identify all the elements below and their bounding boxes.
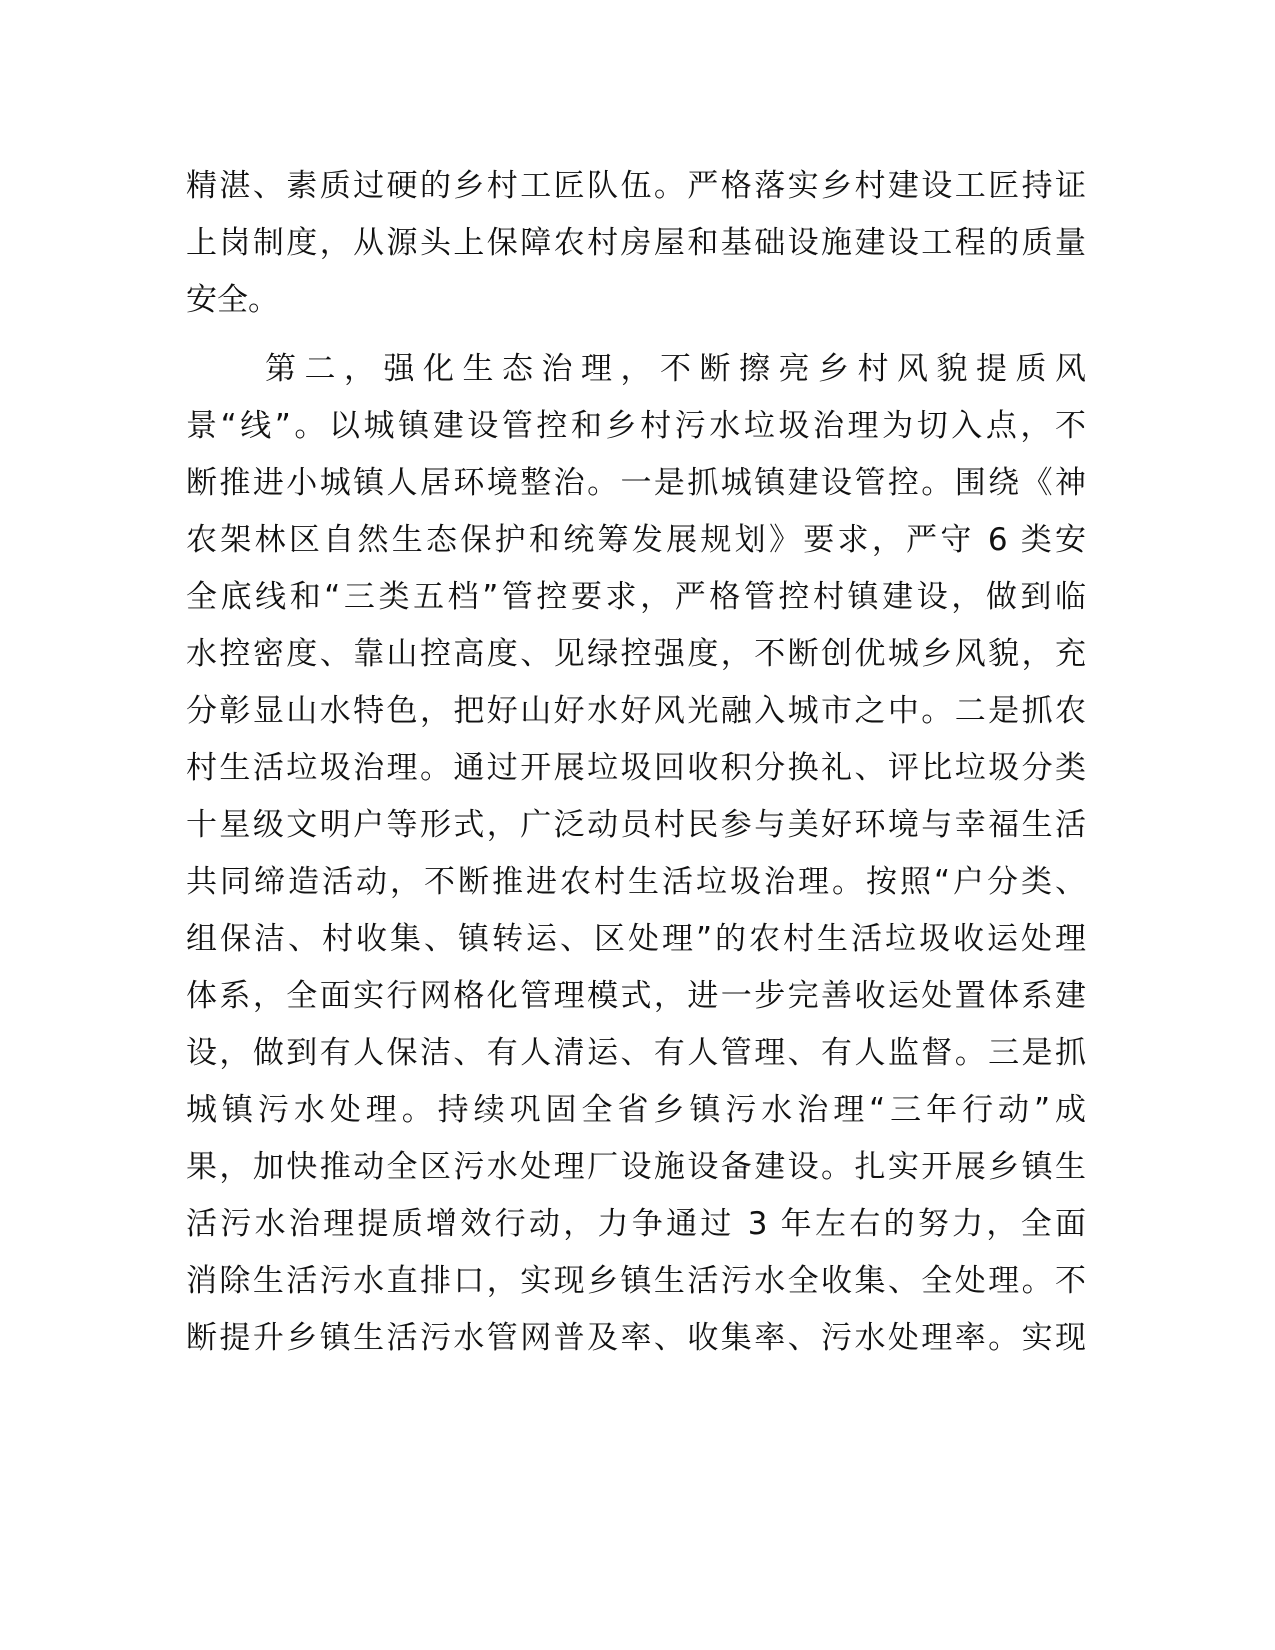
text-line: 第二，强化生态治理，不断擦亮乡村风貌提质风	[186, 351, 1086, 387]
text-line: 农架林区自然生态保护和统筹发展规划》要求，严守 6 类安	[186, 522, 1086, 558]
text-line: 消除生活污水直排口，实现乡镇生活污水全收集、全处理。不	[186, 1263, 1086, 1299]
text-line: 共同缔造活动，不断推进农村生活垃圾治理。按照“户分类、	[186, 864, 1086, 900]
text-line	[186, 1367, 1086, 1424]
text-line: 断提升乡镇生活污水管网普及率、收集率、污水处理率。实现	[186, 1320, 1086, 1356]
text-line: 上岗制度，从源头上保障农村房屋和基础设施建设工程的质量	[186, 225, 1086, 261]
paragraph-1	[186, 158, 1086, 329]
text-line: 断推进小城镇人居环境整治。一是抓城镇建设管控。围绕《神	[186, 465, 1086, 501]
text-line: 组保洁、村收集、镇转运、区处理”的农村生活垃圾收运处理	[186, 921, 1086, 957]
body-text	[186, 158, 1086, 1424]
text-line: 全底线和“三类五档”管控要求，严格管控村镇建设，做到临	[186, 579, 1086, 615]
text-line: 精湛、素质过硬的乡村工匠队伍。严格落实乡村建设工匠持证	[186, 168, 1086, 204]
text-line: 景“线”。以城镇建设管控和乡村污水垃圾治理为切入点，不	[186, 408, 1086, 444]
text-line: 安全。	[186, 282, 279, 318]
text-line: 村生活垃圾治理。通过开展垃圾回收积分换礼、评比垃圾分类	[186, 750, 1086, 786]
text-line: 十星级文明户等形式，广泛动员村民参与美好环境与幸福生活	[186, 807, 1086, 843]
paragraph-2	[186, 341, 1086, 1424]
text-line: 分彰显山水特色，把好山好水好风光融入城市之中。二是抓农	[186, 693, 1086, 729]
text-line: 体系，全面实行网格化管理模式，进一步完善收运处置体系建	[186, 978, 1086, 1014]
text-line: 水控密度、靠山控高度、见绿控强度，不断创优城乡风貌，充	[186, 636, 1086, 672]
text-line: 城镇污水处理。持续巩固全省乡镇污水治理“三年行动”成	[186, 1092, 1086, 1128]
text-line: 果，加快推动全区污水处理厂设施设备建设。扎实开展乡镇生	[186, 1149, 1086, 1185]
text-line: 活污水治理提质增效行动，力争通过 3 年左右的努力，全面	[186, 1206, 1086, 1242]
paragraph-spacer	[186, 329, 1086, 341]
text-line: 设，做到有人保洁、有人清运、有人管理、有人监督。三是抓	[186, 1035, 1086, 1071]
